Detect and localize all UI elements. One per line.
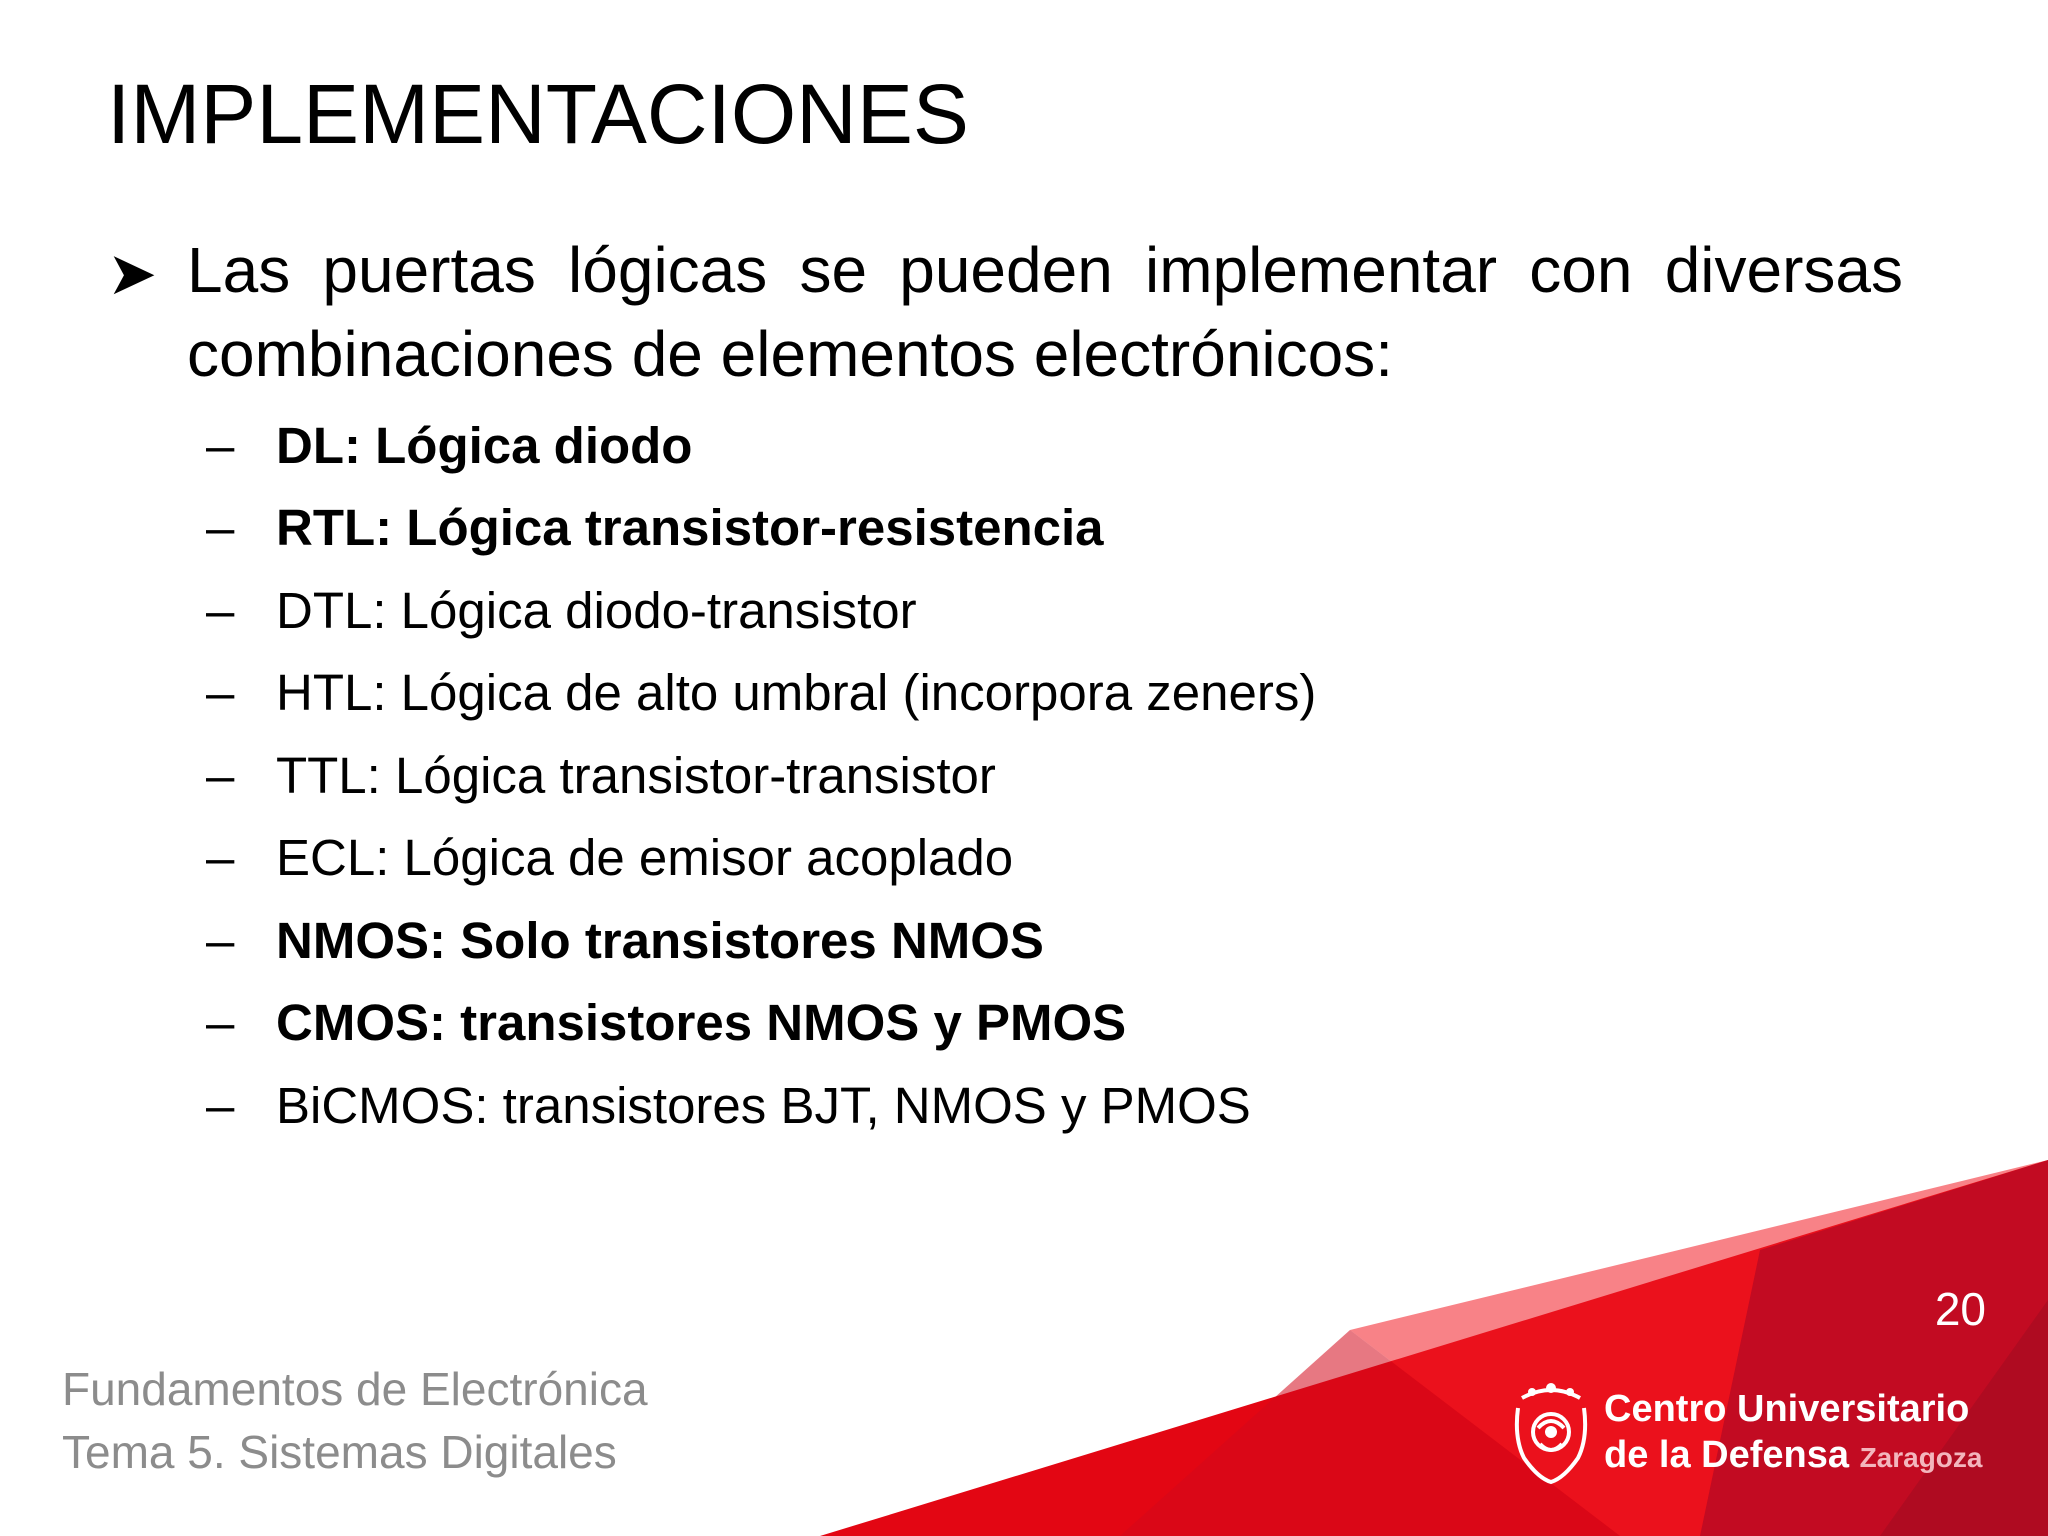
arrow-bullet-icon: ➤: [107, 240, 158, 307]
implementation-list: [206, 404, 1316, 1147]
dash-bullet-icon: –: [206, 1076, 235, 1134]
list-item: – CMOS: transistores NMOS y PMOS: [206, 994, 1127, 1052]
dash-bullet-icon: –: [206, 829, 235, 887]
main-bullet: [107, 228, 1907, 396]
institution-logo: [1510, 1378, 1983, 1486]
footer-topic: Tema 5. Sistemas Digitales: [62, 1426, 617, 1478]
list-item: – BiCMOS: transistores BJT, NMOS y PMOS: [206, 1076, 1251, 1134]
logo-line2: [1604, 1432, 1983, 1478]
dash-bullet-icon: –: [206, 416, 235, 474]
slide-title: IMPLEMENTACIONES: [107, 67, 969, 161]
page-number: 20: [1934, 1283, 1986, 1335]
dash-bullet-icon: –: [206, 499, 235, 557]
footer-course: Fundamentos de Electrónica: [62, 1363, 648, 1415]
dash-bullet-icon: –: [206, 581, 235, 639]
dash-bullet-icon: –: [206, 746, 235, 804]
logo-city: Zaragoza: [1859, 1442, 1983, 1473]
logo-line1: Centro Universitario: [1604, 1387, 1970, 1430]
list-item: – RTL: Lógica transistor-resistencia: [206, 499, 1104, 557]
list-item: – HTL: Lógica de alto umbral (incorpora zeners): [206, 664, 1317, 722]
logo-line2-text: de la Defensa: [1604, 1434, 1849, 1476]
list-item: – DTL: Lógica diodo-transistor: [206, 581, 917, 639]
main-bullet-text: Las puertas lógicas se pueden implementar con diversas combinaciones de elementos electrónicos:: [187, 234, 1903, 390]
list-item: – ECL: Lógica de emisor acoplado: [206, 829, 1014, 887]
dash-bullet-icon: –: [206, 664, 235, 722]
list-item: – DL: Lógica diodo: [206, 416, 693, 474]
footer: [62, 1358, 648, 1484]
dash-bullet-icon: –: [206, 994, 235, 1052]
list-item: – TTL: Lógica transistor-transistor: [206, 746, 996, 804]
list-item: – NMOS: Solo transistores NMOS: [206, 911, 1044, 969]
dash-bullet-icon: –: [206, 911, 235, 969]
university-seal-icon: [1510, 1378, 1592, 1486]
